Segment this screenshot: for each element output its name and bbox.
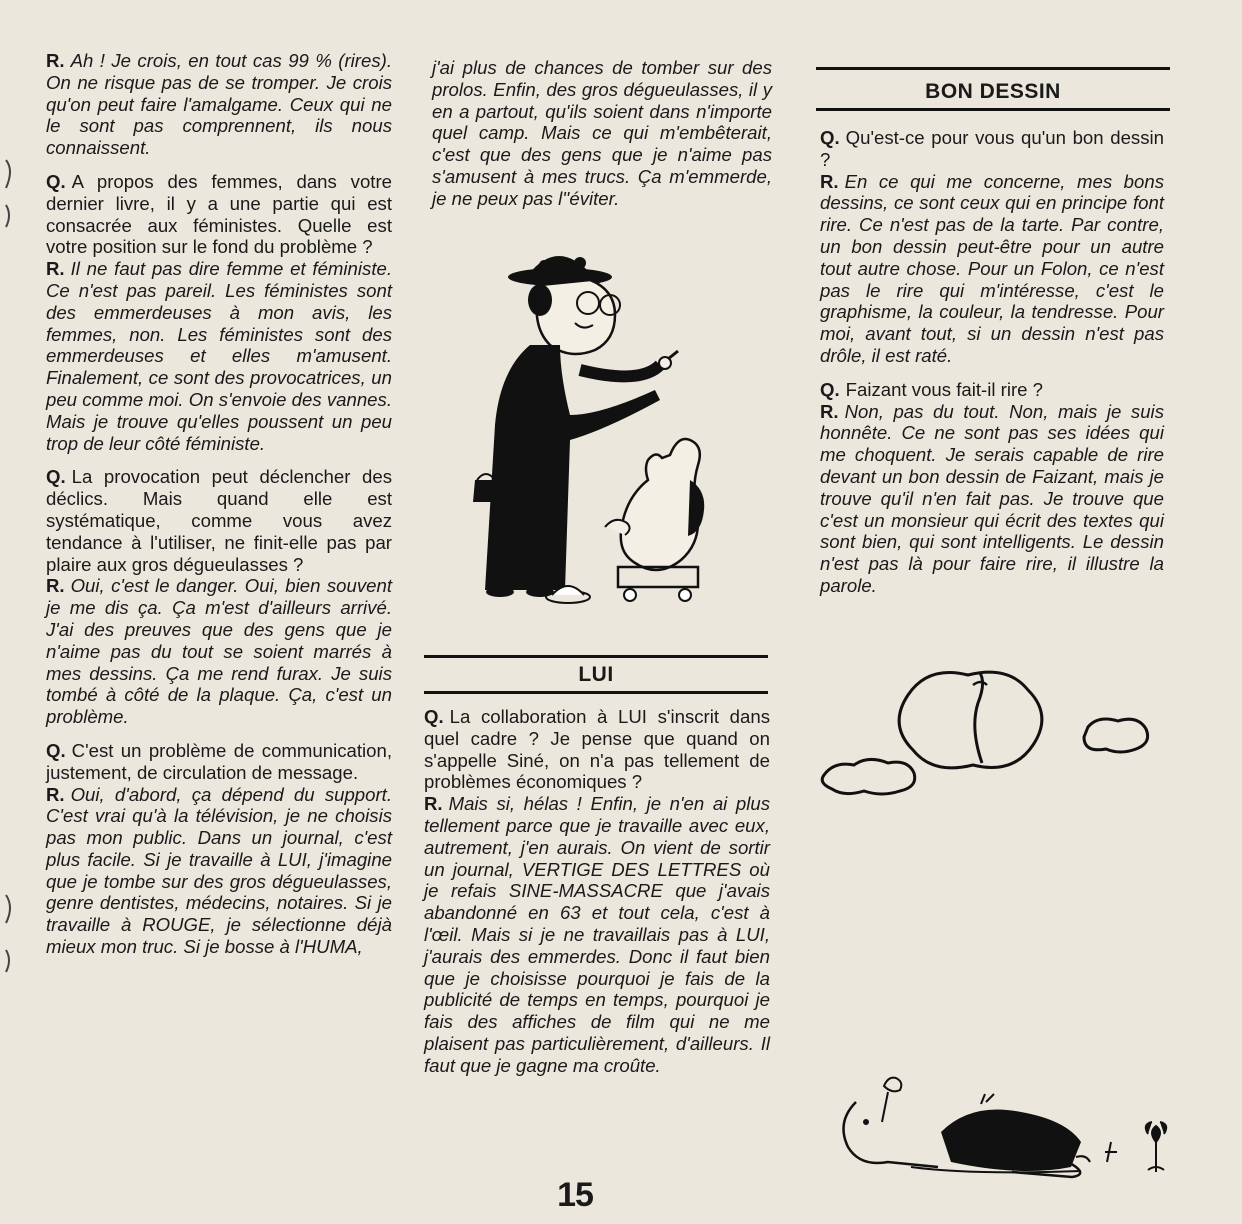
lui-section-text: [424, 706, 770, 1089]
paragraph: Q. La provocation peut déclencher des déclics. Mais quand elle est systématique, comme vous avez tendance à l'utiliser, ne finit-elle pas par plaire aux gros dégueulasses ? R. Oui, c'est le danger. Oui, bien souvent je me dis ça. Ça m'est d'ailleurs arrivé. J'ai des preuves que des gens que je n'aime pas du tout se soient marrés à mes dessins. Ça me rend furax. Je suis tombé à côté de la plaque. Ça, c'est un problème.: [46, 466, 392, 728]
column-1: [46, 50, 392, 970]
binding-staple-marks: [0, 0, 20, 1224]
paragraph: R. Ah ! Je crois, en tout cas 99 % (rires). On ne risque pas de se tromper. Je crois qu'on peut faire l'amalgame. Ceux qui ne le sont pas comprennent, ils nous connaissent.: [46, 50, 392, 159]
reclining-figure-doodle: [826, 1072, 1176, 1192]
paragraph: Q. La collaboration à LUI s'inscrit dans quel cadre ? Je pense que quand on s'appelle Siné, on n'a pas tellement de problèmes économiques ? R. Mais si, hélas ! Enfin, je n'en ai plus tellement parce que je travaille avec eux, autrement, j'en aurais. On vient de sortir un journal, VERTIGE DES LETTRES où je refais SINE-MASSACRE que j'avais abandonné en 63 et tout cela, c'est à l'œil. Mais si je ne travaillais pas à LUI, j'aurais des emmerdes. Donc il faut bien que je choisisse pourquoi je fais de la publicité de temps en temps, pourquoi je fais des affiches de film qui ne me plaisent pas particulièrement, d'ailleurs. Il faut que je gagne ma croûte.: [424, 706, 770, 1076]
continuation-text: j'ai plus de chances de tomber sur des prolos. Enfin, des gros dégueulasses, il y en a partout, qu'ils soient dans n'importe quel camp. Mais ce qui m'embêterait, c'est que des gens que je n'aime pas s'amusent à mes trucs. Ça m'emmerde, je ne peux pas l''éviter.: [432, 57, 772, 209]
bon-dessin-rule-top: [816, 67, 1170, 70]
clouds-doodle: [818, 655, 1168, 805]
lui-rule-top: [424, 655, 768, 658]
paragraph: Q. A propos des femmes, dans votre dernier livre, il y a une partie qui est consacrée aux féministes. Quelle est votre position sur le fond du problème ? R. Il ne faut pas dire femme et féministe. Ce n'est pas pareil. Les féministes sont des emmerdeuses à mon avis, les femmes, non. Les féministes sont des emmerdeuses et elles m'amusent. Finalement, ce sont des provocatrices, un peu comme moi. On s'envoie des vannes. Mais je trouve qu'elles poussent un peu trop de leur côté féministe.: [46, 170, 392, 454]
lui-title: LUI: [578, 663, 614, 686]
bon-dessin-rule-bottom: [816, 108, 1170, 111]
bon-dessin-title: BON DESSIN: [925, 80, 1061, 103]
woman-sculpting-cartoon: [440, 245, 740, 605]
paragraph: Q. C'est un problème de communication, justement, de circulation de message. R. Oui, d'abord, ça dépend du support. C'est vrai qu'à la télévision, je ne choisis pas mon public. Dans un journal, c'est plus facile. Si je travaille à LUI, j'imagine que je tombe sur des gros dégueulasses, genre dentistes, médecins, notaires. Si je travaille à ROUGE, je sélectionne déjà mieux mon truc. Si je bosse à l'HUMA,: [46, 739, 392, 958]
paragraph: Q. Faizant vous fait-il rire ? R. Non, pas du tout. Non, mais je suis honnête. Ce ne sont pas ses idées qui me choquent. Je serais capable de rire devant un bon dessin de Faizant, mais je trouve qu'il n'en fait pas. Je trouve que c'est un monsieur qui écrit des textes qui sont bien, qui sont intelligents. Le dessin n'est pas là pour faire rire, il illustre la parole.: [820, 378, 1164, 596]
page-number: 15: [557, 1176, 593, 1214]
column-2: [432, 57, 772, 210]
paragraph: Q. Qu'est-ce pour vous qu'un bon dessin ? R. En ce qui me concerne, mes bons dessins, ce sont ceux qui en principe font rire. Ce n'est pas de la tarte. Par contre, un bon dessin peut-être pour un autre tout autre chose. Pour un Folon, ce n'est pas le rire qui m'intéresse, c'est le graphisme, la couleur, la tendresse. Pour moi, avant tout, si un dessin n'est pas drôle, il est raté.: [820, 127, 1164, 366]
lui-rule-bottom: [424, 691, 768, 694]
column-3: [820, 127, 1164, 609]
